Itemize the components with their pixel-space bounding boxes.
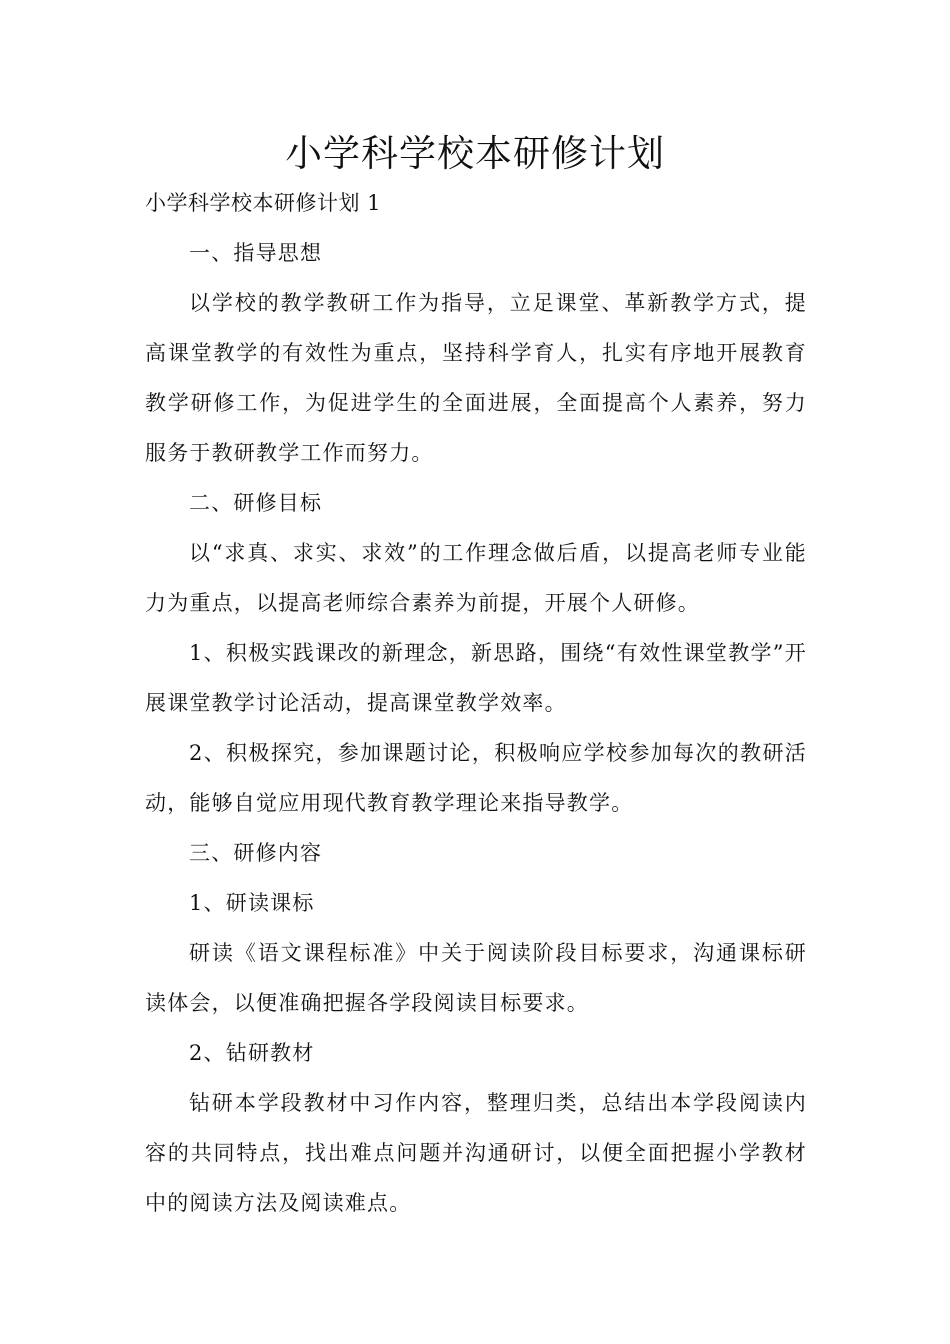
subheading-study-textbooks: 2、钻研教材 (189, 1041, 315, 1065)
section-heading-goals: 二、研修目标 (189, 491, 323, 515)
section-heading-content: 三、研修内容 (189, 841, 323, 865)
document-subtitle: 小学科学校本研修计划 1 (145, 191, 382, 215)
paragraph-study-textbooks: 钻研本学段教材中习作内容，整理归类，总结出本学段阅读内容的共同特点，找出难点问题并沟通研讨，以便全面把握小学教材中的阅读方法及阅读难点。 (145, 1091, 807, 1215)
paragraph-goals: 以“求真、求实、求效”的工作理念做后盾，以提高老师专业能力为重点，以提高老师综合素养为前提，开展个人研修。 (145, 541, 807, 615)
document-title: 小学科学校本研修计划 (285, 132, 665, 175)
paragraph-study-standards: 研读《语文课程标准》中关于阅读阶段目标要求，沟通课标研读体会，以便准确把握各学段阅读目标要求。 (145, 941, 807, 1015)
paragraph-goal-item-1: 1、积极实践课改的新理念，新思路，围绕“有效性课堂教学”开展课堂教学讨论活动，提高课堂教学效率。 (145, 641, 807, 715)
paragraph-goal-item-2: 2、积极探究，参加课题讨论，积极响应学校参加每次的教研活动，能够自觉应用现代教育教学理论来指导教学。 (145, 741, 807, 815)
section-heading-guiding-thought: 一、指导思想 (189, 241, 323, 265)
paragraph-guiding-thought: 以学校的教学教研工作为指导，立足课堂、革新教学方式，提高课堂教学的有效性为重点，坚持科学育人，扎实有序地开展教育教学研修工作，为促进学生的全面进展，全面提高个人素养，努力服务于教研教学工作而努力。 (145, 291, 807, 465)
document-body (145, 178, 807, 1228)
subheading-study-standards: 1、研读课标 (189, 891, 315, 915)
